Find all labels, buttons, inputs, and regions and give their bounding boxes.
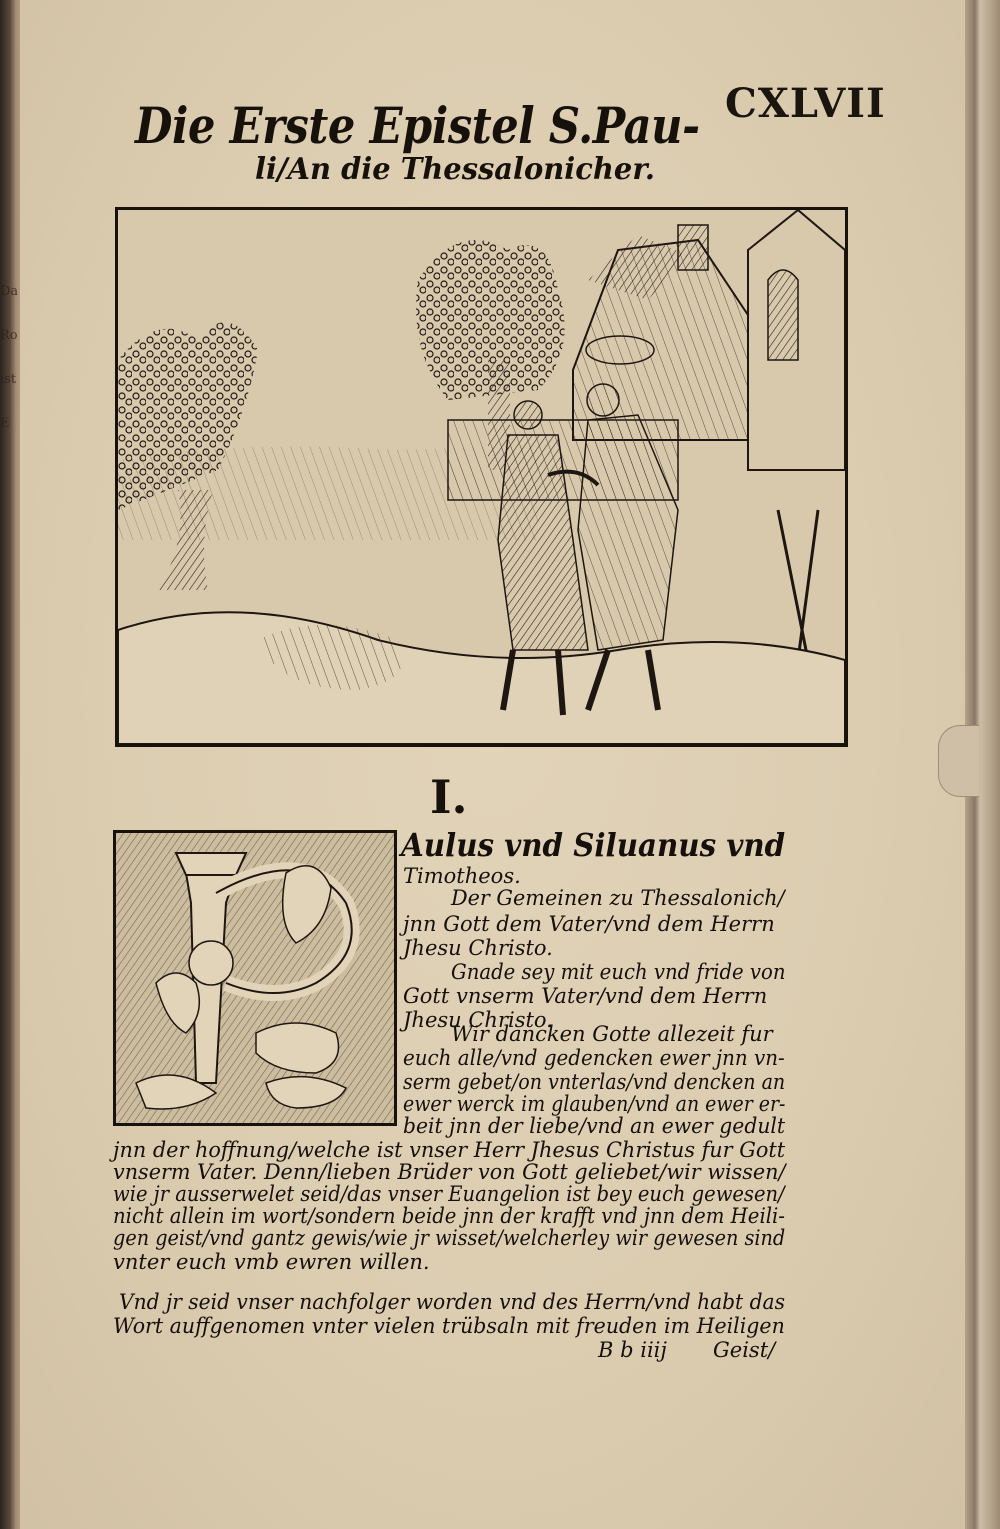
text-line: Wir dancken Gotte allezeit fur bbox=[451, 1022, 773, 1046]
signature-mark: B b iiij bbox=[598, 1338, 667, 1362]
text-line: vnter euch vmb ewren willen. bbox=[113, 1250, 430, 1274]
text-line: gen geist/vnd gantz gewis/wie jr wisset/welcherley wir gewesen sind bbox=[113, 1226, 786, 1250]
text-line: Jhesu Christo. bbox=[403, 1008, 553, 1032]
text-line: nicht allein im wort/sondern beide jnn der krafft vnd jnn dem Heili- bbox=[113, 1204, 785, 1228]
text-line: jnn der hoffnung/welche ist vnser Herr Jhesus Christus fur Gott bbox=[113, 1138, 786, 1162]
page-tab-marker bbox=[938, 725, 979, 797]
woodcut-illustration bbox=[115, 207, 848, 747]
folio-number: CXLVII bbox=[725, 80, 886, 127]
previous-page-edge bbox=[0, 270, 22, 446]
decorated-initial-P bbox=[113, 830, 397, 1126]
page-title-line2: li/An die Thessalonicher. bbox=[255, 152, 655, 187]
left-fragment: Ro bbox=[0, 328, 18, 343]
initial-letter-svg bbox=[116, 833, 394, 1123]
text-line: ewer werck im glauben/vnd an ewer er- bbox=[403, 1092, 786, 1116]
text-line: Aulus vnd Siluanus vnd bbox=[401, 826, 786, 864]
text-line: euch alle/vnd gedencken ewer jnn vn- bbox=[403, 1046, 785, 1070]
text-line: Der Gemeinen zu Thessalonich/ bbox=[451, 886, 785, 910]
text-line: wie jr ausserwelet seid/das vnser Euangelion ist bey euch gewesen/ bbox=[113, 1182, 785, 1206]
left-fragment: ist bbox=[0, 372, 17, 387]
text-line: beit jnn der liebe/vnd an ewer gedult bbox=[403, 1114, 786, 1138]
text-line: Wort auffgenomen vnter vielen trübsaln mit freuden im Heiligen bbox=[113, 1314, 785, 1338]
chapter-number: I. bbox=[430, 770, 468, 824]
text-line: Jhesu Christo. bbox=[403, 936, 553, 960]
woodcut-scene-svg bbox=[118, 210, 845, 744]
text-line: Timotheos. bbox=[403, 864, 521, 888]
text-line: Gott vnserm Vater/vnd dem Herrn bbox=[403, 984, 768, 1008]
text-line: jnn Gott dem Vater/vnd dem Herrn bbox=[403, 912, 775, 936]
left-fragment: E bbox=[0, 416, 10, 431]
text-line: Vnd jr seid vnser nachfolger worden vnd des Herrn/vnd habt das bbox=[119, 1290, 785, 1314]
text-line: vnserm Vater. Denn/lieben Brüder von Gott geliebet/wir wissen/ bbox=[113, 1160, 786, 1184]
catchword: Geist/ bbox=[713, 1338, 776, 1362]
text-line: serm gebet/on vnterlas/vnd dencken an bbox=[403, 1070, 786, 1094]
text-line: Gnade sey mit euch vnd fride von bbox=[451, 960, 786, 984]
page-title-line1: Die Erste Epistel S.Pau- bbox=[135, 96, 700, 155]
left-fragment: Da bbox=[0, 284, 19, 299]
